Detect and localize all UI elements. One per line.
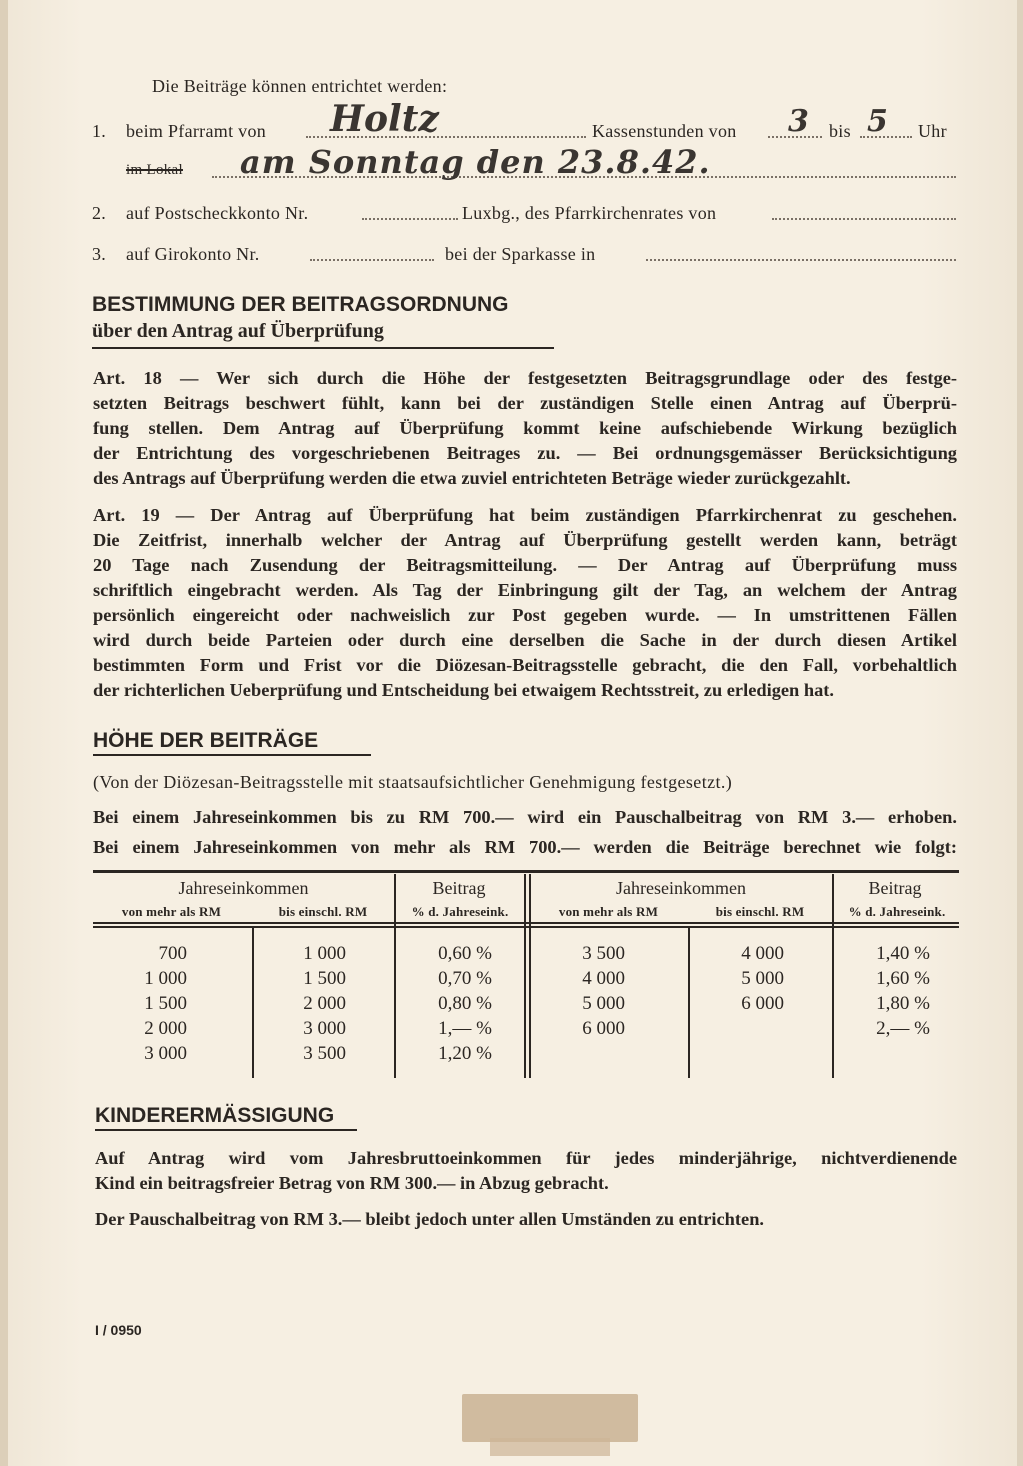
- rates-intro: [93, 802, 957, 862]
- art18-line: Art. 18 — Wer sich durch die Höhe der festgesetzten Beitragsgrundlage oder des festge-: [93, 368, 957, 388]
- heading-underline: [95, 1129, 357, 1131]
- subheader-rate: % d. Jahreseink.: [411, 904, 509, 919]
- table-cell: 1,20 %: [438, 1043, 492, 1064]
- paper-edge-left: [0, 0, 8, 1466]
- payment-intro: Die Beiträge können entrichtet werden:: [152, 76, 448, 96]
- payment-line1-label: beim Pfarramt von: [126, 121, 267, 141]
- article-19: [93, 503, 957, 703]
- payment-unit: Uhr: [918, 121, 947, 141]
- table-cell: 3 000: [303, 1018, 346, 1039]
- art18-line: des Antrags auf Überprüfung werden die etwa zuviel entrichteten Beträge wieder zurückgezahlt.: [93, 468, 851, 488]
- dotted-fill: [310, 259, 434, 261]
- children-line: Kind ein beitragsfreier Betrag von RM 300.— in Abzug gebracht.: [95, 1173, 609, 1193]
- table-cell: 0,80 %: [438, 993, 492, 1014]
- subheader-rate: % d. Jahreseink.: [848, 904, 946, 919]
- rates-line1: Bei einem Jahreseinkommen bis zu RM 700.— wird ein Pauschalbeitrag von RM 3.— erhoben.: [93, 807, 957, 827]
- table-cell: 2 000: [303, 993, 346, 1014]
- children-paragraph-2: Der Pauschalbeitrag von RM 3.— bleibt jedoch unter allen Umständen zu entrichten.: [95, 1209, 765, 1229]
- article-18: [93, 366, 957, 491]
- dotted-fill: [362, 218, 458, 220]
- children-title: KINDERERMÄSSIGUNG: [95, 1104, 335, 1127]
- table-cell: 4 000: [582, 968, 625, 989]
- art19-line: der richterlichen Ueberprüfung und Entscheidung bei etwaigem Rechtsstreit, zu erledigen hat.: [93, 680, 835, 700]
- subheader-from: von mehr als RM: [121, 904, 222, 919]
- payment-line3-label: auf Girokonto Nr.: [126, 244, 260, 264]
- struck-label-lokal: im Lokal: [126, 162, 183, 178]
- heading-underline: [92, 347, 554, 349]
- table-cell: 5 000: [741, 968, 784, 989]
- table-col-divider: [524, 874, 526, 1078]
- table-cell: 1,40 %: [876, 943, 930, 964]
- subheader-to: bis einschl. RM: [715, 904, 805, 919]
- art19-line: persönlich eingereicht oder nachweislich zur Post gegeben wurde. — In umstrittenen Fällen: [93, 605, 957, 625]
- regulation-subtitle: über den Antrag auf Überprüfung: [92, 320, 384, 342]
- payment-hours-label: Kassenstunden von: [592, 121, 737, 141]
- art19-line: Die Zeitfrist, innerhalb welcher der Antrag auf Überprüfung gestellt werden kann, beträgt: [93, 530, 957, 550]
- regulation-title: BESTIMMUNG DER BEITRAGSORDNUNG: [92, 293, 509, 316]
- rates-line2: Bei einem Jahreseinkommen von mehr als RM 700.— werden die Beiträge berechnet wie folgt:: [93, 837, 957, 857]
- handwritten-hour-from: 3: [788, 104, 809, 139]
- payment-line3-bank: bei der Sparkasse in: [445, 244, 596, 264]
- payment-line2-label: auf Postscheckkonto Nr.: [126, 203, 309, 223]
- rates-title: HÖHE DER BEITRÄGE: [93, 729, 319, 752]
- table-top-rule: [93, 870, 959, 873]
- table-cell: 1 500: [144, 993, 187, 1014]
- table-cell: 2 000: [144, 1018, 187, 1039]
- table-cell: 0,70 %: [438, 968, 492, 989]
- art19-line: schriftlich eingebracht werden. Als Tag der Einbringung gilt der Tag, an welchem der Antrag: [93, 580, 957, 600]
- table-cell: 3 500: [303, 1043, 346, 1064]
- table-cell: 1,60 %: [876, 968, 930, 989]
- table-cell: 1,80 %: [876, 993, 930, 1014]
- table-cell: 4 000: [741, 943, 784, 964]
- paper-edge-right: [1017, 0, 1023, 1466]
- header-income-right: Jahreseinkommen: [616, 878, 746, 898]
- art19-line: wird durch beide Parteien oder durch eine derselben die Sache in der durch diesen Artikel: [93, 630, 957, 650]
- table-cell: 6 000: [582, 1018, 625, 1039]
- table-cell: 1,— %: [438, 1018, 492, 1039]
- table-cell: 6 000: [741, 993, 784, 1014]
- children-paragraph-1: [95, 1146, 957, 1196]
- rates-note: (Von der Diözesan-Beitragsstelle mit staatsaufsichtlicher Genehmigung festgesetzt.): [93, 772, 733, 792]
- payment-line2-number: 2.: [92, 203, 107, 223]
- table-cell: 2,— %: [876, 1018, 930, 1039]
- handwritten-date: am Sonntag den 23.8.42.: [240, 143, 711, 181]
- table-header-rule: [93, 922, 959, 924]
- payment-line3-number: 3.: [92, 244, 107, 264]
- table-cell: 3 000: [144, 1043, 187, 1064]
- table-cell: 700: [158, 943, 187, 964]
- header-rate-right: Beitrag: [868, 878, 922, 898]
- table-cell: 1 000: [144, 968, 187, 989]
- dotted-fill: [772, 218, 956, 220]
- art19-line: 20 Tage nach Zusendung der Beitragsmitteilung. — Der Antrag auf Überprüfung muss: [93, 555, 957, 575]
- header-rate-left: Beitrag: [432, 878, 486, 898]
- subheader-from: von mehr als RM: [558, 904, 659, 919]
- table-header-rule: [93, 926, 959, 928]
- table-cell: 0,60 %: [438, 943, 492, 964]
- subheader-to: bis einschl. RM: [278, 904, 368, 919]
- art18-line: fung stellen. Dem Antrag auf Überprüfung kommt keine aufschiebende Wirkung bezüglich: [93, 418, 957, 438]
- form-number: I / 0950: [95, 1322, 142, 1338]
- payment-line2-city: Luxbg., des Pfarrkirchenrates von: [462, 203, 717, 223]
- handwritten-parish: Holtz: [330, 98, 439, 140]
- handwritten-hour-to: 5: [867, 104, 888, 139]
- dotted-fill: [646, 259, 956, 261]
- tape-remnant: [490, 1438, 610, 1456]
- heading-underline: [93, 754, 371, 756]
- payment-to-label: bis: [829, 121, 851, 141]
- art19-line: Art. 19 — Der Antrag auf Überprüfung hat beim zuständigen Pfarrkirchenrat zu geschehen.: [93, 505, 957, 525]
- table-cell: 3 500: [582, 943, 625, 964]
- table-cell: 1 500: [303, 968, 346, 989]
- art19-line: bestimmten Form und Frist vor die Diözesan-Beitragsstelle gebracht, die den Fall, vorbehaltlich: [93, 655, 957, 675]
- payment-line1-number: 1.: [92, 121, 107, 141]
- table-cell: 5 000: [582, 993, 625, 1014]
- children-line: Auf Antrag wird vom Jahresbruttoeinkommen für jedes minderjährige, nichtverdienende: [95, 1148, 957, 1168]
- header-income-left: Jahreseinkommen: [178, 878, 309, 898]
- art18-line: setzten Beitrags beschwert fühlt, kann bei der zuständigen Stelle einen Antrag auf Überprü-: [93, 393, 957, 413]
- art18-line: der Entrichtung des vorgeschriebenen Beitrages zu. — Bei ordnungsgemässer Berücksichtigung: [93, 443, 957, 463]
- table-cell: 1 000: [303, 943, 346, 964]
- tape-remnant: [462, 1394, 638, 1442]
